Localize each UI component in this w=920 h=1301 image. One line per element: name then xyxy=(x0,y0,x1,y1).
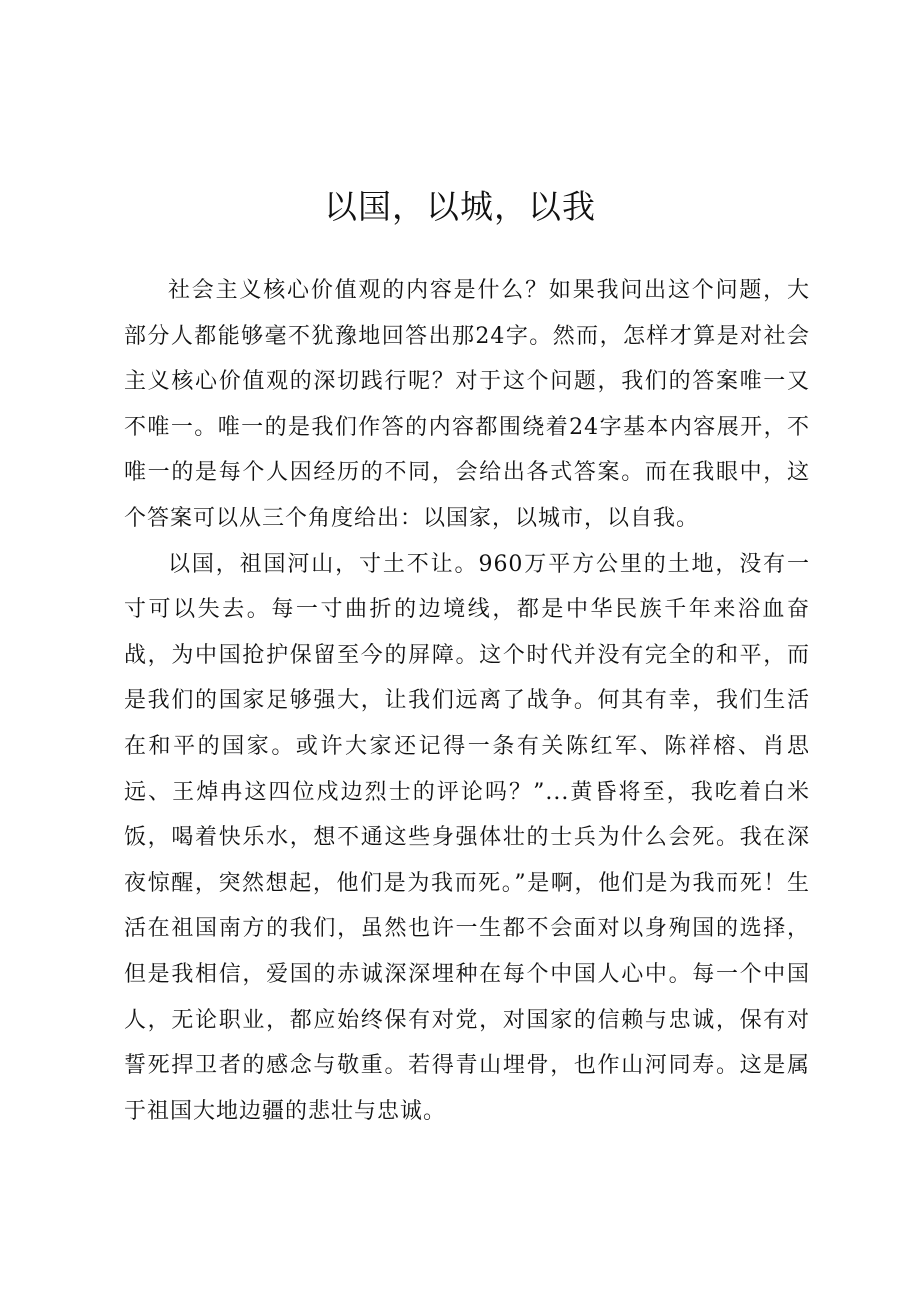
document-title: 以国，以城，以我 xyxy=(324,187,596,226)
document-body xyxy=(124,268,810,1134)
paragraph-intro: 社会主义核心价值观的内容是什么？如果我问出这个问题，大部分人都能够毫不犹豫地回答出那24字。然而，怎样才算是对社会主义核心价值观的深切践行呢？对于这个问题，我们的答案唯一又不唯一。唯一的是我们作答的内容都围绕着24字基本内容展开，不唯一的是每个人因经历的不同，会给出各式答案。而在我眼中，这个答案可以从三个角度给出：以国家，以城市，以自我。 xyxy=(124,278,810,531)
paragraph-country: 以国，祖国河山，寸土不让。960万平方公里的土地，没有一寸可以失去。每一寸曲折的边境线，都是中华民族千年来浴血奋战，为中国抢护保留至今的屏障。这个时代并没有完全的和平，而是我们的国家足够强大，让我们远离了战争。何其有幸，我们生活在和平的国家。或许大家还记得一条有关陈红军、陈祥榕、肖思远、王焯冉这四位戍边烈士的评论吗？”...黄昏将至，我吃着白米饭，喝着快乐水，想不通这些身强体壮的士兵为什么会死。我在深夜惊醒，突然想起，他们是为我而死。”是啊，他们是为我而死！生活在祖国南方的我们，虽然也许一生都不会面对以身殉国的选择，但是我相信，爱国的赤诚深深埋种在每个中国人心中。每一个中国人，无论职业，都应始终保有对党，对国家的信赖与忠诚，保有对誓死捍卫者的感念与敬重。若得青山埋骨，也作山河同寿。这是属于祖国大地边疆的悲壮与忠诚。 xyxy=(124,551,810,1124)
